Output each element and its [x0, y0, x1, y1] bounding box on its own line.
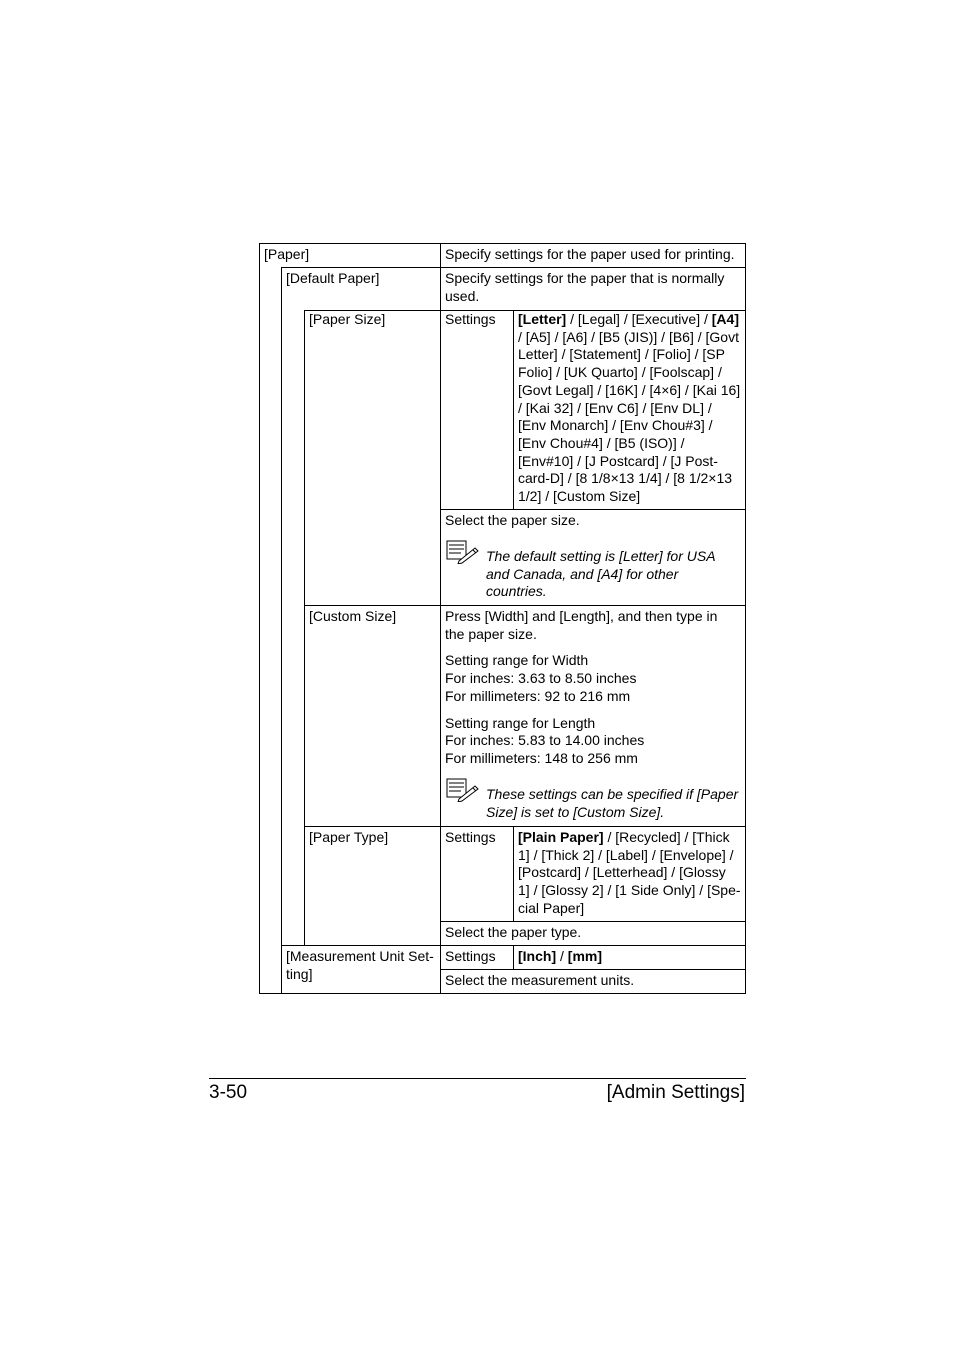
note-line: The default setting is [Letter] for USA: [486, 548, 716, 564]
footer-rule: [209, 1078, 746, 1079]
row-line-measurement: [281, 945, 746, 946]
paper-size-settings-values: [518, 311, 746, 506]
row-line-default-paper: [281, 267, 746, 268]
text-line: ting]: [286, 965, 313, 982]
note-line: countries.: [486, 583, 547, 600]
measurement-unit-description: Select the measurement units.: [445, 972, 635, 988]
paper-size-label: [Paper Size]: [309, 311, 386, 327]
page-number: 3-50: [209, 1082, 248, 1103]
indent-line-1: [281, 267, 282, 994]
text-line: For millimeters: 92 to 216 mm: [445, 687, 631, 704]
paper-size-settings-label: Settings: [445, 311, 496, 327]
note-pencil-icon: [445, 778, 479, 802]
paper-size-options-line: Letter] / [Statement] / [Folio] / [SP: [518, 346, 725, 363]
text-line: the paper size.: [445, 625, 537, 642]
paper-type-options-line: cial Paper]: [518, 899, 585, 916]
custom-size-label: [Custom Size]: [309, 608, 397, 624]
paper-type-options-line: [Plain Paper] / [Recycled] / [Thick: [518, 829, 730, 845]
measurement-unit-settings-label: Settings: [445, 948, 496, 964]
paper-size-options-line: [Env Monarch] / [Env Chou#3] /: [518, 417, 713, 434]
custom-size-note-text: [486, 786, 746, 821]
paper-type-settings-values: [518, 829, 746, 918]
column-divider-main: [440, 243, 441, 994]
default-paper-description: Specify settings for the paper that is normally used.: [445, 270, 725, 304]
table-border-left: [259, 243, 260, 994]
row-line-measurement-desc: [440, 969, 746, 970]
row-line-paper-size-desc: [440, 509, 746, 510]
note-line: Size] is set to [Custom Size].: [486, 803, 665, 820]
text-line: Setting range for Width: [445, 652, 589, 669]
column-divider-settings-type: [513, 826, 514, 921]
paper-size-options-line: / [A5] / [A6] / [B5 (JIS)] / [B6] / [Govt: [518, 328, 739, 345]
unit-inch: [Inch]: [518, 948, 557, 964]
paper-size-options-line: 1/2] / [Custom Size]: [518, 488, 641, 505]
custom-size-width-range: [445, 652, 745, 705]
table-border-bottom: [259, 993, 746, 994]
paper-size-options-line: [Env Chou#4] / [B5 (ISO)] /: [518, 434, 685, 451]
paper-label: [Paper]: [264, 246, 310, 262]
row-line-custom-size: [304, 605, 746, 606]
text-line: Setting range for Length: [445, 714, 596, 731]
column-divider-settings-size: [513, 310, 514, 509]
indent-line-2: [304, 310, 305, 945]
column-divider-settings-unit: [513, 945, 514, 969]
note-line: These settings can be specified if [Paper: [486, 786, 739, 802]
paper-type-label: [Paper Type]: [309, 829, 389, 845]
default-paper-label: [Default Paper]: [286, 270, 380, 286]
paper-type-options-line: 1] / [Glossy 2] / [1 Side Only] / [Spe-: [518, 882, 741, 899]
measurement-unit-settings-values: [518, 948, 602, 966]
text-line: For millimeters: 148 to 256 mm: [445, 749, 638, 766]
note-pencil-icon: [445, 540, 479, 564]
measurement-unit-label: [286, 948, 434, 983]
paper-type-options-line: [Postcard] / [Letterhead] / [Glossy: [518, 864, 726, 881]
paper-size-options-line: [Letter] / [Legal] / [Executive] / [A4]: [518, 311, 739, 327]
paper-type-options-line: 1] / [Thick 2] / [Label] / [Envelope] /: [518, 846, 734, 863]
row-line-paper-type-desc: [440, 921, 746, 922]
note-line: and Canada, and [A4] for other: [486, 565, 679, 582]
row-line-paper-type: [304, 826, 746, 827]
paper-size-options-line: card-D] / [8 1/8×13 1/4] / [8 1/2×13: [518, 470, 733, 487]
text-line: Press [Width] and [Length], and then type in: [445, 608, 718, 624]
paper-size-note-text: [486, 548, 746, 601]
paper-description: Specify settings for the paper used for printing.: [445, 246, 735, 262]
text-line: For inches: 3.63 to 8.50 inches: [445, 670, 637, 687]
paper-size-description: Select the paper size.: [445, 512, 580, 528]
table-border-top: [259, 243, 746, 244]
paper-size-options-line: / [Kai 32] / [Env C6] / [Env DL] /: [518, 399, 712, 416]
custom-size-intro: [445, 608, 745, 643]
unit-mm: [mm]: [567, 948, 603, 964]
paper-type-settings-label: Settings: [445, 829, 496, 845]
paper-size-options-line: [Govt Legal] / [16K] / [4×6] / [Kai 16]: [518, 381, 741, 398]
section-title: [Admin Settings]: [606, 1082, 745, 1103]
paper-size-options-line: Folio] / [UK Quarto] / [Foolscap] /: [518, 364, 722, 381]
text-line: For inches: 5.83 to 14.00 inches: [445, 732, 645, 749]
text-line: [Measurement Unit Set-: [286, 948, 434, 964]
custom-size-description: [445, 608, 745, 777]
custom-size-length-range: [445, 715, 745, 768]
unit-separator: /: [556, 948, 568, 964]
paper-type-description: Select the paper type.: [445, 924, 582, 940]
paper-size-options-line: [Env#10] / [J Postcard] / [J Post-: [518, 452, 718, 469]
